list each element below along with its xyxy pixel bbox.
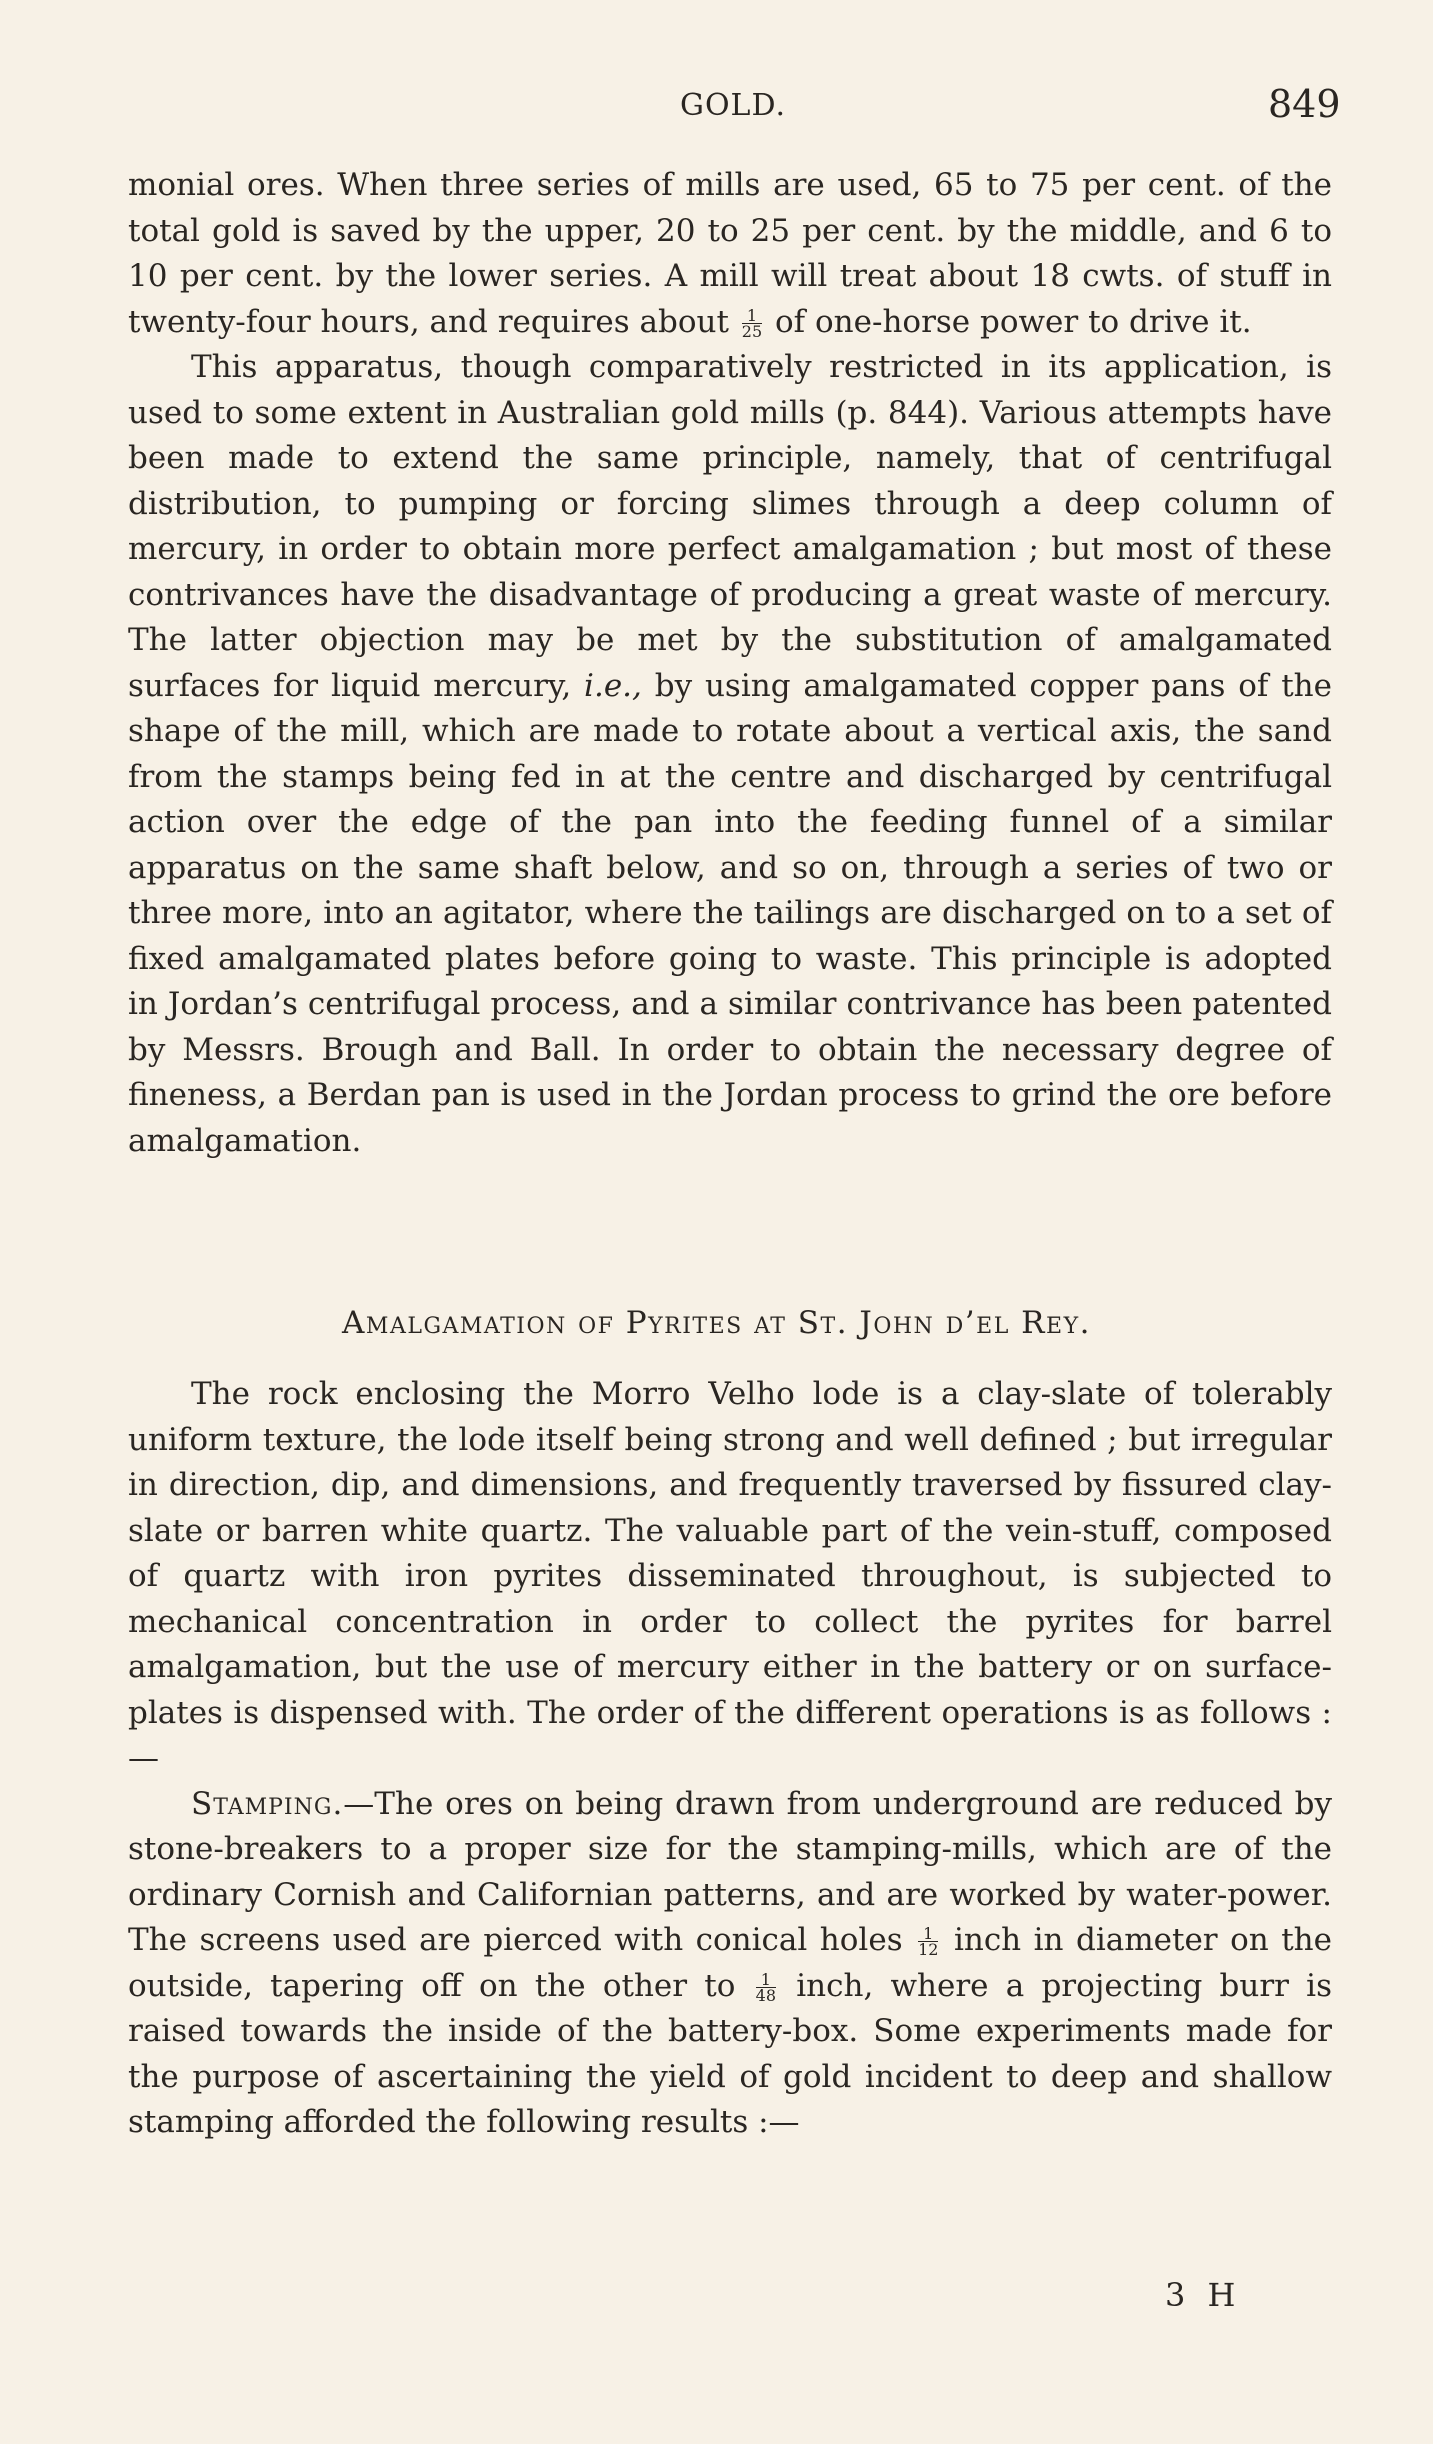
text-run: —The ores on being drawn from underground are reduced by stone-breakers to a proper size for the stamping-mills, which are of the ordinary Cornish and Californian patterns, and are worked by water-power. The screens used are pierced with conical holes [128,1785,1332,1958]
text-run: This apparatus, though comparatively restricted in its application, is used to some extent in Australian gold mills (p. 844). Various attempts have been made to extend the same principle, namely, that of centrifugal distribution, to pumping or forcing slimes through a deep column of mercury, in order to obtain more perfect amalgamation ; but most of these contrivances have the disadvantage of producing a great waste of mercury. The latter objection may be met by the substitution of amalgamated surfaces for liquid mercury, [128,349,1332,704]
section-heading: Amalgamation of Pyrites at St. John d’el Rey. [342,1305,1091,1341]
fraction [918,1926,938,1957]
text-run: inch, where a projecting burr is raised towards the inside of the battery-box. Some experiments made for the purpose of ascertaining the yield of gold incident to deep and shallow stamping afforded the following results :— [128,1967,1333,2140]
paragraph-continued [128,163,1332,345]
text-run: monial ores. When three series of mills are used, 65 to 75 per cent. of the total gold is saved by the upper, 20 to 25 per cent. by the middle, and 6 to 10 per cent. by the lower series. A mill will treat about 18 cwts. of stuff in twenty-four hours, and requires about [128,167,1332,340]
fraction-denominator: 25 [741,321,763,341]
italic-text: i.e., [584,667,642,704]
body-text-section [128,1372,1332,2146]
page-number: 849 [1268,82,1341,126]
fraction-numerator: 1 [756,1972,776,1988]
running-head [0,82,1433,128]
signature-mark: 3 H [1165,2276,1242,2314]
fraction [741,305,763,341]
text-run: by using amalgamated copper pans of the shape of the mill, which are made to rotate about a vertical axis, the sand from the stamps being fed in at the centre and discharged by centrifugal action over the edge of the pan into the feeding funnel of a similar apparatus on the same shaft below, and so on, through a series of two or three more, into an agitator, where the tailings are discharged on to a set of fixed amalgamated plates before going to waste. This principle is adopted in Jordan’s centrifugal process, and a similar contrivance has been patented by Messrs. Brough and Ball. In order to obtain the necessary degree of fineness, a Berdan pan is used in the Jordan process to grind the ore before amalgamation. [128,667,1332,1159]
paragraph [128,345,1332,1164]
text-run: inch in diameter on the outside, tapering off on the other to [128,1922,1332,2004]
fraction-numerator: 1 [742,308,762,324]
running-title: GOLD. [680,88,787,123]
paragraph [128,1782,1332,2146]
fraction-denominator: 48 [755,1985,777,2005]
text-run: of one-horse power to drive it. [765,303,1252,340]
fraction-numerator: 1 [918,1926,938,1942]
paragraph: The rock enclosing the Morro Velho lode is a clay-slate of tolerably uniform texture, the lode itself being strong and well defined ; but irregular in direction, dip, and dimensions, and frequently traversed by fissured clay-slate or barren white quartz. The valuable part of the vein-stuff, composed of quartz with iron pyrites disseminated throughout, is subjected to mechanical concentration in order to collect the pyrites for barrel amalgamation, but the use of mercury either in the battery or on surface-plates is dispensed with. The order of the different operations is as follows :— [128,1376,1332,1776]
fraction-denominator: 12 [918,1940,939,1959]
fraction [755,1969,777,2005]
body-text-top [128,163,1332,1164]
run-in-heading: Stamping. [191,1785,344,1822]
